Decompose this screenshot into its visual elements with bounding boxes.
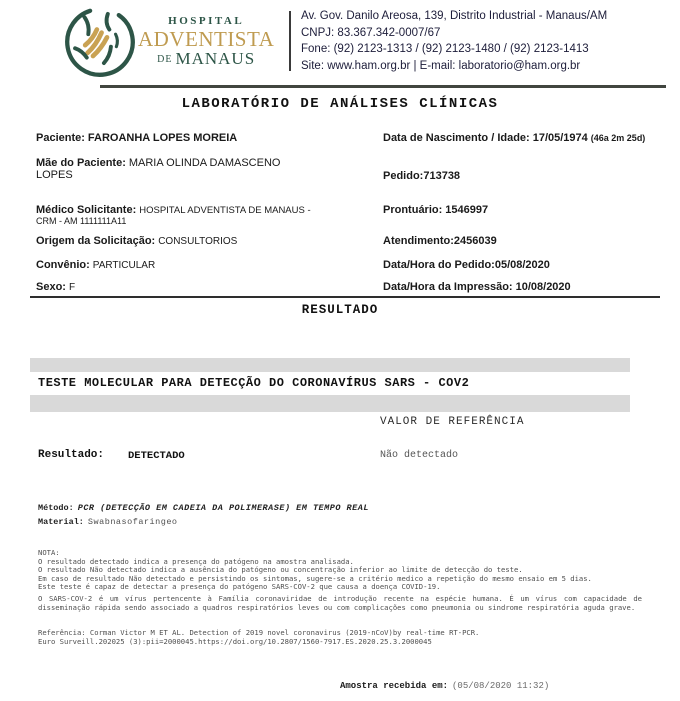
- hospital-cnpj: CNPJ: 83.367.342-0007/67: [301, 26, 441, 39]
- field-label: Data de Nascimento / Idade:: [383, 132, 530, 144]
- field-value: HOSPITAL ADVENTISTA DE MANAUS -: [139, 205, 311, 216]
- age-detail: (46a 2m 25d): [590, 133, 646, 143]
- result-value: DETECTADO: [128, 450, 185, 462]
- logo-line-hospital: HOSPITAL: [168, 15, 245, 28]
- field-value: F: [68, 282, 76, 293]
- field-label: Origem da Solicitação:: [36, 235, 156, 247]
- field-label: Atendimento:: [383, 235, 454, 247]
- field-label: Data/Hora do Pedido:: [383, 259, 495, 271]
- field-label: Prontuário:: [383, 204, 443, 216]
- material-row: [38, 517, 178, 527]
- document-title: LABORATÓRIO DE ANÁLISES CLÍNICAS: [181, 96, 499, 112]
- patient-field: [383, 235, 660, 259]
- field-value: 713738: [423, 170, 461, 182]
- header-vertical-divider: [289, 11, 291, 71]
- nota-line: O resultado detectado indica a presença do patógeno na amostra analisada.: [38, 556, 354, 566]
- method-value: PCR (DETECÇÃO EM CADEIA DA POLIMERASE) EM TEMPO REAL: [77, 503, 369, 513]
- patient-field: [36, 204, 383, 235]
- header-divider-rule: [100, 85, 666, 88]
- field-value: PARTICULAR: [92, 260, 156, 271]
- field-label: Pedido:: [383, 170, 424, 182]
- logo-de: DE: [157, 53, 173, 65]
- logo-wordmark: [138, 16, 274, 67]
- field-value: MARIA OLINDA DAMASCENO: [128, 157, 281, 169]
- patient-field: [383, 157, 660, 204]
- method-label: Método:: [38, 503, 74, 513]
- hospital-address: Av. Gov. Danilo Areosa, 139, Distrito Industrial - Manaus/AM: [301, 10, 608, 22]
- hospital-site-email: Site: www.ham.org.br | E-mail: laboratorio@ham.org.br: [301, 59, 581, 72]
- header-contact-block: [301, 8, 671, 74]
- material-label: Material:: [38, 517, 84, 527]
- reference-column-header: VALOR DE REFERÊNCIA: [380, 416, 525, 428]
- field-value: CONSULTORIOS: [158, 236, 238, 247]
- reference-line: Euro Surveill.202025 (3):pii=2000045.https://doi.org/10.2807/1560-7917.ES.2020.25.3.2000045: [38, 637, 432, 646]
- field-label: Paciente:: [36, 132, 85, 144]
- nota-block: [38, 549, 642, 592]
- gray-separator-bar-bottom: [30, 395, 630, 412]
- result-label: Resultado:: [38, 449, 105, 461]
- gray-separator-bar-top: [30, 358, 630, 372]
- field-label: Data/Hora da Impressão:: [383, 281, 513, 293]
- field-value-line2: CRM - AM 1111111A11: [36, 216, 127, 226]
- field-value: 05/08/2020: [494, 259, 550, 271]
- method-row: [38, 503, 369, 513]
- patient-field: [383, 259, 660, 281]
- nota-line: O resultado Não detectado indica a ausência do patógeno ou concentração inferior ao limite de detecção do teste.: [38, 565, 523, 575]
- field-label: Sexo:: [36, 281, 66, 293]
- nota-line: Em caso de resultado Não detectado e persistindo os sintomas, sugere-se a critério medico a repetição do mesmo ensaio em 5 dias.: [38, 573, 592, 583]
- patient-row: [36, 259, 660, 281]
- patient-row: [36, 157, 660, 204]
- section-divider-rule: [30, 296, 660, 298]
- patient-field: [36, 132, 383, 157]
- logo-manaus-text: MANAUS: [175, 48, 256, 68]
- adventist-emblem-icon: [56, 3, 144, 81]
- field-value: 17/05/1974: [532, 132, 588, 144]
- sars-description-paragraph: O SARS-COV-2 é um vírus pertencente à Família coronaviridae de introdução recente na espécie humana. É um vírus com capacidade de disseminação rápida sendo associado a quadros respiratórios leves ou com complicações como pneumonia ou sindrome respiratória aguda grave.: [38, 594, 642, 613]
- patient-row: [36, 235, 660, 259]
- field-value-line2: LOPES: [36, 169, 73, 181]
- field-label: Médico Solicitante:: [36, 204, 137, 216]
- patient-field: [383, 132, 660, 157]
- patient-row: [36, 204, 660, 235]
- reference-value: Não detectado: [380, 450, 459, 461]
- sample-received-value: (05/08/2020 11:32): [452, 681, 550, 691]
- patient-field: [36, 259, 383, 281]
- material-value: Swabnasofaringeo: [87, 517, 178, 527]
- field-value: 2456039: [453, 235, 497, 247]
- nota-line: Este teste é capaz de detectar a presença do patógeno SARS-COV-2 que causa a doença COVID-19.: [38, 582, 441, 592]
- patient-info-section: [36, 132, 660, 299]
- sample-received-line: [340, 681, 549, 691]
- hospital-phone: Fone: (92) 2123-1313 / (92) 2123-1480 / (92) 2123-1413: [301, 43, 589, 55]
- patient-field: [383, 204, 660, 235]
- logo-line-manaus: [138, 50, 274, 68]
- field-value: FAROANHA LOPES MOREIA: [87, 132, 238, 144]
- field-label: Mãe do Paciente:: [36, 157, 126, 169]
- resultado-heading: RESULTADO: [301, 303, 379, 317]
- field-label: Convênio:: [36, 259, 90, 271]
- reference-line: Referência: Corman Victor M ET AL. Detection of 2019 novel coronavirus (2019-nCoV)by real-time RT-PCR.: [38, 628, 480, 637]
- reference-block: [38, 628, 642, 646]
- test-title: TESTE MOLECULAR PARA DETECÇÃO DO CORONAVÍRUS SARS - COV2: [38, 376, 470, 390]
- hospital-logo: [56, 3, 274, 81]
- nota-title: NOTA:: [38, 548, 60, 557]
- logo-line-adventista: ADVENTISTA: [138, 26, 275, 51]
- patient-field: [36, 157, 383, 204]
- field-value: 10/08/2020: [515, 281, 571, 293]
- patient-field: [36, 235, 383, 259]
- patient-row: [36, 132, 660, 157]
- sample-received-label: Amostra recebida em:: [340, 681, 449, 691]
- field-value: 1546997: [445, 204, 489, 216]
